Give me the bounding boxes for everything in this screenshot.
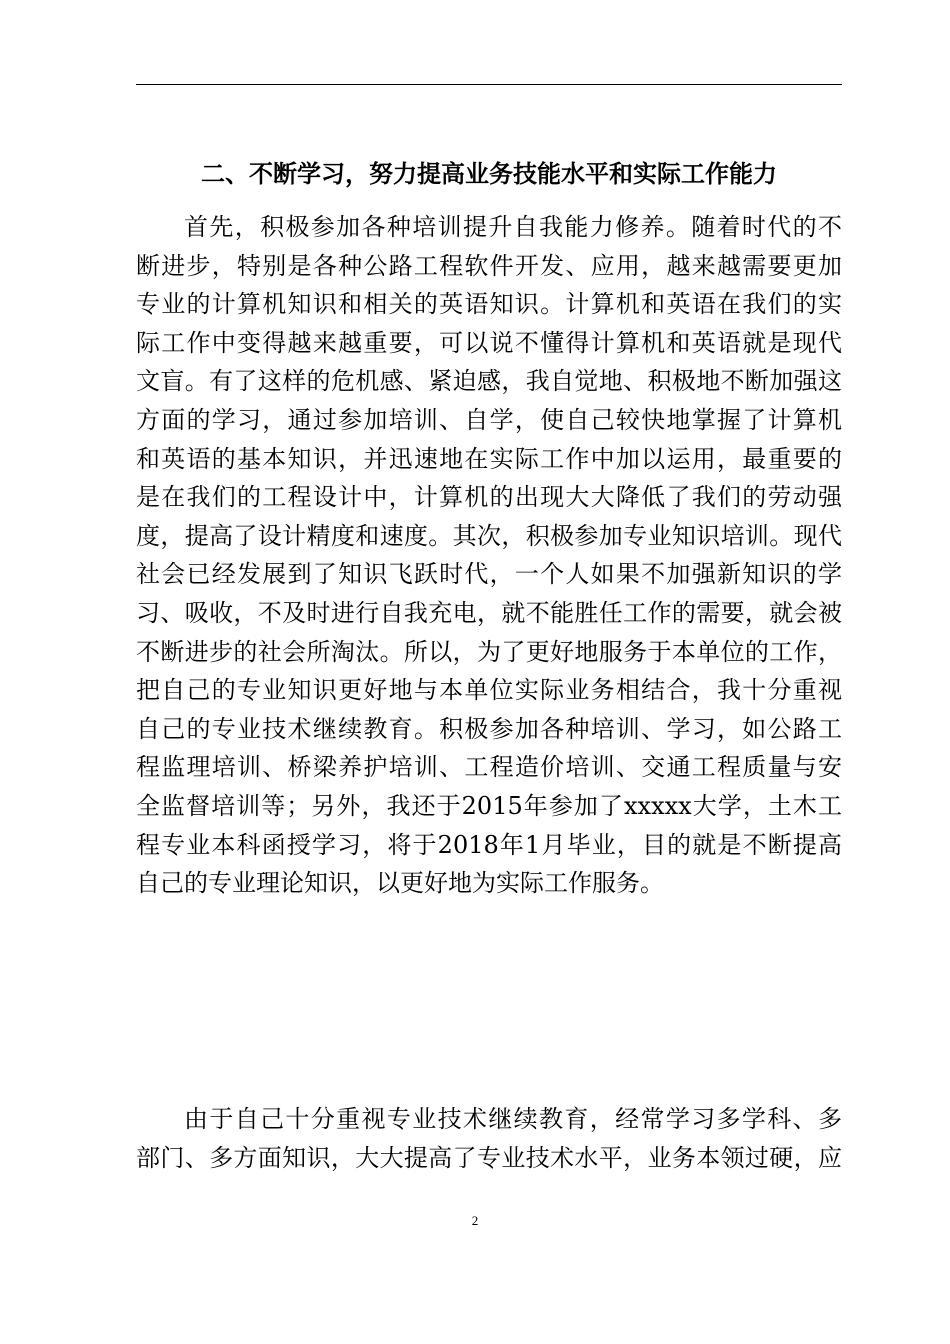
paragraph-line: 程专业本科函授学习，将于2018年1月毕业，目的就是不断提高 [136, 830, 842, 859]
paragraph-line: 际工作中变得越来越重要，可以说不懂得计算机和英语就是现代 [136, 328, 842, 357]
paragraph-line: 自己的专业理论知识，以更好地为实际工作服务。 [136, 869, 664, 898]
paragraph-line: 程监理培训、桥梁养护培训、工程造价培训、交通工程质量与安 [136, 753, 842, 782]
paragraph-2 [136, 1100, 842, 1177]
paragraph-line: 专业的计算机知识和相关的英语知识。计算机和英语在我们的实 [136, 290, 842, 319]
paragraph-line: 首先，积极参加各种培训提升自我能力修养。随着时代的不 [184, 213, 842, 241]
paragraph-line: 把自己的专业知识更好地与本单位实际业务相结合，我十分重视 [136, 676, 842, 705]
paragraph-line: 度，提高了设计精度和速度。其次，积极参加专业知识培训。现代 [136, 521, 842, 550]
paragraph-line: 全监督培训等；另外，我还于2015年参加了xxxxx大学，土木工 [136, 791, 842, 820]
paragraph-line: 自己的专业技术继续教育。积极参加各种培训、学习，如公路工 [136, 714, 842, 743]
paragraph-line: 和英语的基本知识，并迅速地在实际工作中加以运用，最重要的 [136, 444, 842, 473]
paragraph-line: 由于自己十分重视专业技术继续教育，经常学习多学科、多 [184, 1105, 842, 1133]
paragraph-1 [136, 208, 842, 903]
header-rule [136, 84, 842, 85]
paragraph-line: 习、吸收，不及时进行自我充电，就不能胜任工作的需要，就会被 [136, 598, 842, 627]
paragraph-line: 部门、多方面知识，大大提高了专业技术水平，业务本领过硬，应 [136, 1143, 842, 1172]
paragraph-line: 社会已经发展到了知识飞跃时代，一个人如果不加强新知识的学 [136, 560, 842, 589]
paragraph-line: 是在我们的工程设计中，计算机的出现大大降低了我们的劳动强 [136, 483, 842, 512]
paragraph-line: 不断进步的社会所淘汰。所以，为了更好地服务于本单位的工作， [136, 637, 842, 666]
page-number: 2 [471, 1213, 479, 1228]
paragraph-line: 文盲。有了这样的危机感、紧迫感，我自觉地、积极地不断加强这 [136, 367, 842, 396]
section-heading: 二、不断学习，努力提高业务技能水平和实际工作能力 [201, 160, 777, 188]
paragraph-line: 断进步，特别是各种公路工程软件开发、应用，越来越需要更加 [136, 251, 842, 280]
paragraph-line: 方面的学习，通过参加培训、自学，使自己较快地掌握了计算机 [136, 405, 842, 434]
